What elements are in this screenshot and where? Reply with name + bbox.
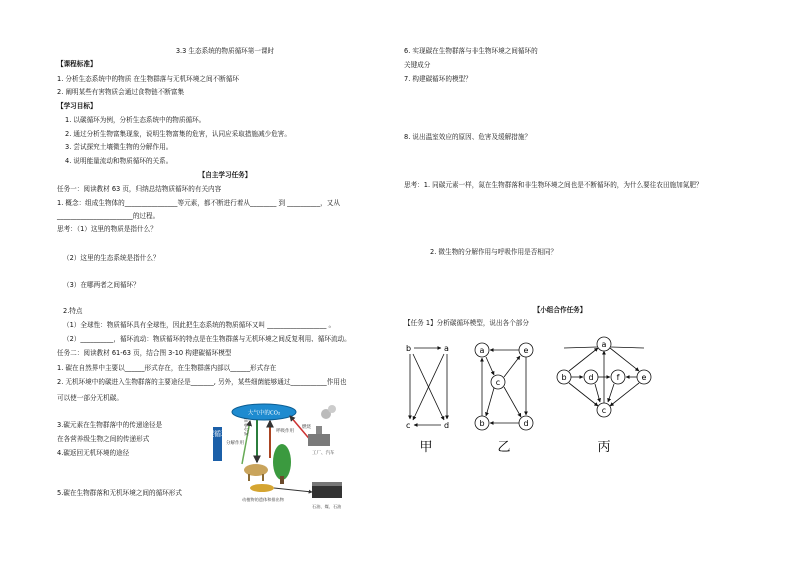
goal-item: 1. 以碳循环为例，分析生态系统中的物质循环。 xyxy=(65,116,206,124)
goals-heading: 【学习目标】 xyxy=(57,102,97,110)
think-question: （3）在哪两者之间循环？ xyxy=(63,281,140,289)
think-decomposition: 2. 微生物的分解作用与呼吸作用是否相同？ xyxy=(430,248,558,256)
svg-text:e: e xyxy=(523,346,529,355)
combustion-label: 燃烧 xyxy=(302,425,311,430)
goal-item: 2. 通过分析生物富集现象，说明生物富集的危害，认同应采取措施减少危害。 xyxy=(65,130,291,138)
think-question: （2）这里的生态系统是指什么？ xyxy=(63,254,160,262)
self-study-heading: 【自主学习任务】 xyxy=(198,171,252,179)
node-d: d xyxy=(444,421,450,430)
curriculum-heading: 【课程标准】 xyxy=(57,60,97,68)
svg-text:c: c xyxy=(495,378,501,387)
decomposition-label: 分解作用 xyxy=(226,441,244,446)
goal-item: 4. 说明能量流动和物质循环的关系。 xyxy=(65,157,173,165)
right-question: 7. 构建碳循环的模型？ xyxy=(404,75,472,83)
group-task: 【任务 1】分析碳循环模型，说出各个部分 xyxy=(404,319,529,327)
feature-item: （2）__________，循环流动：物质循环的特点是在生物群落与无机环境之间反复利用、循环流动。 xyxy=(63,335,351,343)
carbon-model-diagrams xyxy=(400,330,662,458)
node-b: b xyxy=(406,344,412,353)
curriculum-item: 1. 分析生态系统中的物质 在生物群落与无机环境之间不断循环 xyxy=(57,75,239,83)
goal-item: 3. 尝试探究土壤微生物的分解作用。 xyxy=(65,143,173,151)
diagram-jia xyxy=(406,344,449,430)
group-heading: 【小组合作任务】 xyxy=(533,306,587,314)
factory-label: 工厂、汽车 xyxy=(312,451,335,456)
carbon-question: 4.碳返回无机环境的途径 xyxy=(57,449,130,457)
svg-text:a: a xyxy=(601,340,607,349)
svg-text:e: e xyxy=(641,373,647,382)
diagram-yi xyxy=(475,343,533,430)
respiration-label: 呼吸作用 xyxy=(276,429,294,434)
think-nitrogen: 思考：1. 同碳元素一样，氮在生物群落和非生物环境之间也是不断循环的，为什么要往农田施加氮肥？ xyxy=(404,181,703,189)
diagram-bing xyxy=(557,337,651,417)
remains-label: 动植物的遗体和排出物 xyxy=(242,497,284,502)
co2-label: 大气中的CO₂ xyxy=(247,410,281,417)
carbon-question: 1. 碳在自然界中主要以______形式存在，在生物群落内部以______形式存在 xyxy=(57,364,277,372)
svg-text:d: d xyxy=(588,373,594,382)
node-a: a xyxy=(444,344,449,353)
animal-icon xyxy=(244,464,268,476)
cycle-side-label-text: 碳循环 xyxy=(207,430,228,438)
label-bing: 丙 xyxy=(597,440,611,455)
page-title: 3.3 生态系统的物质循环第一课时 xyxy=(175,47,275,55)
remains-icon xyxy=(250,484,274,492)
features-heading: 2.特点 xyxy=(63,307,83,315)
svg-text:a: a xyxy=(479,346,485,355)
svg-text:b: b xyxy=(479,419,485,428)
right-question: 关键成分 xyxy=(404,61,431,69)
think-question: 思考：（1）这里的物质是指什么？ xyxy=(57,225,157,233)
task-one: 任务一：阅读教材 63 页，归纳总结物质循环的有关内容 xyxy=(57,185,222,193)
carbon-question: 2. 无机环境中的碳进入生物群落的主要途径是_______, 另外，某些细菌能够通过___________作用也 xyxy=(57,378,347,386)
carbon-question: 可以使一部分无机碳。 xyxy=(57,394,123,402)
feature-item: （1）全球性：物质循环具有全球性，因此把生态系统的物质循环又叫 __________________ 。 xyxy=(63,321,336,329)
svg-text:c: c xyxy=(601,406,607,415)
svg-text:b: b xyxy=(561,373,567,382)
carbon-question: 在各营养级生物之间的传递形式 xyxy=(57,435,150,443)
svg-text:d: d xyxy=(523,419,529,428)
concept-line: 1. 概念：组成生物体的________________等元素，都不断进行着从________ 到 __________，又从 xyxy=(57,199,340,207)
tree-icon xyxy=(273,444,291,480)
node-c: c xyxy=(406,421,411,430)
curriculum-item: 2. 阐明某些有害物质会通过食物链不断富集 xyxy=(57,88,185,96)
label-jia: 甲 xyxy=(419,440,433,455)
right-question: 6. 实现碳在生物群落与非生物环境之间循环的 xyxy=(404,47,538,55)
svg-text:f: f xyxy=(616,373,620,382)
cycle-side-label xyxy=(207,429,229,438)
task-two: 任务二：阅读教材 61-63 页，结合图 3-10 构建碳循环模型 xyxy=(57,349,232,357)
carbon-cycle-figure xyxy=(207,402,354,514)
label-yi: 乙 xyxy=(497,440,511,455)
photosynthesis-label: 光合作用 xyxy=(245,418,250,436)
right-question: 8. 说出温室效应的原因、危害及缓解措施？ xyxy=(404,133,532,141)
carbon-question: 5.碳在生物群落和无机环境之间的循环形式 xyxy=(57,489,182,497)
fossil-label: 石油、煤、石油 xyxy=(312,504,342,509)
concept-line: _______________________的过程。 xyxy=(57,212,160,220)
carbon-question: 3.碳元素在生物群落中的传递途径是 xyxy=(57,421,163,429)
